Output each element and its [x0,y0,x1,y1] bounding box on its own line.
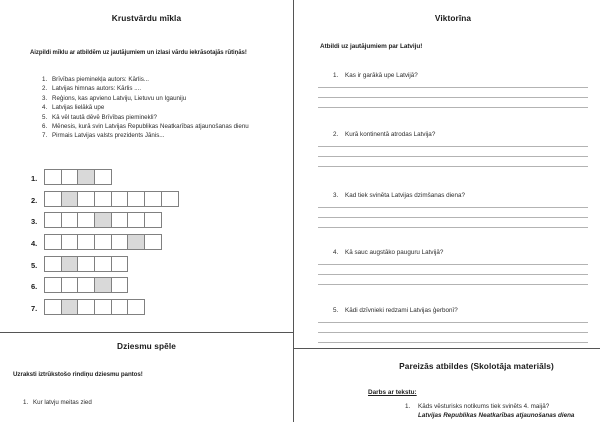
grid-row-number: 4. [31,239,38,249]
item-number: 1. [405,403,411,410]
crossword-cell [111,277,129,293]
answer-line [318,166,588,167]
crossword-cell [127,191,145,207]
question-text: Kurā kontinentā atrodas Latvija? [345,131,436,138]
question-text: Kas ir garākā upe Latvijā? [345,72,418,79]
clue-text: Reģions, kas apvieno Latviju, Lietuvu un Igauniju [52,94,187,102]
crossword-cell-shaded [94,277,112,293]
crossword-section [0,0,293,332]
answer-line [318,274,588,275]
crossword-clue [42,114,249,123]
quiz-title: Viktorīna [434,13,472,23]
quiz-question [333,72,588,79]
clue-text: Latvijas lielākā upe [52,104,105,112]
crossword-clue [42,104,249,113]
grid-row-number: 1. [31,174,38,183]
clue-text: Brīvības pieminekļa autors: Kārlis... [52,76,149,83]
crossword-cell [44,256,62,272]
crossword-cell-shaded [61,256,79,272]
question-text: Kāds vēsturisks notikums tiek svinēts 4. maijā? [418,403,550,410]
quiz-question-block [318,249,588,291]
crossword-cell-shaded [94,212,112,228]
answer-line [318,284,588,285]
quiz-question-block [318,131,588,173]
crossword-cell [44,277,62,293]
song-game-item-list [23,399,92,406]
question-number: 1. [333,72,339,79]
answer-key-item-list [405,403,595,419]
clue-number: 4. [42,104,48,112]
item-text: Kur latvju meitas zied [33,399,92,406]
quiz-question-block [318,192,588,234]
grid-row-number: 3. [31,217,38,227]
grid-row-number: 6. [31,282,38,292]
clue-number: 5. [42,113,48,121]
quiz-question-block [318,72,588,114]
crossword-grid-row [31,191,179,207]
crossword-cell [77,256,95,272]
crossword-cell [44,212,62,228]
answer-line [318,107,588,108]
question-number: 2. [333,131,339,138]
crossword-clue [42,132,249,141]
answer-line [318,264,588,265]
crossword-cell [44,299,62,315]
question-number: 5. [333,307,339,314]
answer-line [318,332,588,333]
crossword-cell [94,299,112,315]
crossword-cell [44,191,62,207]
quiz-question [333,192,588,199]
grid-row-number: 7. [31,304,38,314]
crossword-cell [144,212,162,228]
grid-row-number: 5. [31,260,38,270]
crossword-cell [44,234,62,250]
crossword-clue [42,85,249,94]
crossword-cell [77,299,95,315]
crossword-cell [111,299,129,315]
crossword-cell [111,256,129,272]
crossword-cell [111,212,129,228]
crossword-title: Krustvārdu mīkla [111,13,182,23]
crossword-clue [42,123,249,132]
crossword-grid-row [31,277,179,293]
crossword-cell [77,234,95,250]
grid-row-number: 2. [31,195,38,205]
crossword-grid-row [31,299,179,315]
question-number: 4. [333,249,339,256]
crossword-clue-list [42,76,249,142]
answer-line [318,87,588,88]
crossword-cell [144,234,162,250]
crossword-cell [61,277,79,293]
crossword-cell [94,191,112,207]
crossword-cell [127,299,145,315]
answer-key-subsection: Darbs ar tekstu: [368,389,417,396]
crossword-cell [61,169,79,185]
question-text: Kā sauc augstāko pauguru Latvijā? [345,249,444,256]
crossword-cell-shaded [61,191,79,207]
answer-key-section [293,348,600,422]
crossword-cell [61,212,79,228]
clue-number: 1. [42,76,48,83]
crossword-cell-shaded [127,234,145,250]
answer-line [318,322,588,323]
crossword-cell [77,277,95,293]
quiz-question [333,131,588,138]
song-game-title: Dziesmu spēle [117,341,176,351]
song-game-item [23,399,92,406]
crossword-cell [77,191,95,207]
clue-text: Latvijas himnas autors: Kārlis .... [52,85,142,93]
answer-key-title: Pareizās atbildes (Skolotāja materiāls) [399,361,554,371]
question-text: Kādi dzīvnieki redzami Latvijas ģerbonī? [345,307,458,314]
crossword-cell [144,191,162,207]
crossword-clue [42,95,249,104]
song-game-section [0,332,293,422]
crossword-cell [111,234,129,250]
crossword-cell-shaded [77,169,95,185]
item-number: 1. [23,399,29,406]
answer-line [318,146,588,147]
quiz-instruction: Atbildi uz jautājumiem par Latviju! [320,43,423,50]
crossword-clue [42,76,249,85]
crossword-cell [94,256,112,272]
crossword-cell [161,191,179,207]
answer-line [318,156,588,157]
answer-line [318,227,588,228]
question-number: 3. [333,192,339,199]
crossword-grid-row [31,169,179,185]
crossword-cell [44,169,62,185]
answer-line [318,342,588,343]
crossword-grid-row [31,256,179,272]
quiz-section [293,0,600,348]
crossword-cell [94,169,112,185]
answer-key-question [405,403,595,410]
song-game-instruction: Uzraksti iztrūkstošo rindiņu dziesmu pantos! [13,371,143,378]
question-text: Kad tiek svinēta Latvijas dzimšanas diena? [345,192,466,199]
crossword-cell [61,234,79,250]
crossword-cell [77,212,95,228]
answer-line [318,97,588,98]
crossword-cell [111,191,129,207]
crossword-cell [127,212,145,228]
clue-number: 3. [42,94,48,102]
answer-line [318,207,588,208]
crossword-instruction: Aizpildi mīklu ar atbildēm uz jautājumiem un izlasi vārdu iekrāsotajās rūtiņās! [30,50,247,56]
clue-number: 6. [42,122,48,130]
quiz-question-block [318,307,588,349]
crossword-cell-shaded [61,299,79,315]
crossword-grid [31,169,179,321]
clue-text: Mēnesis, kurā svin Latvijas Republikas Neatkarības atjaunošanas dienu [52,122,249,130]
crossword-grid-row [31,234,179,250]
clue-number: 7. [42,132,48,140]
quiz-question [333,249,588,256]
clue-number: 2. [42,85,48,93]
crossword-cell [94,234,112,250]
answer-key-answer: Latvijas Republikas Neatkarības atjaunošanas diena [418,412,575,419]
clue-text: Kā vēl tautā dēvē Brīvības pieminekli? [52,113,157,121]
answer-line [318,217,588,218]
crossword-grid-row [31,212,179,228]
quiz-question [333,307,588,314]
clue-text: Pirmais Latvijas valsts prezidents Jānis... [52,132,165,140]
